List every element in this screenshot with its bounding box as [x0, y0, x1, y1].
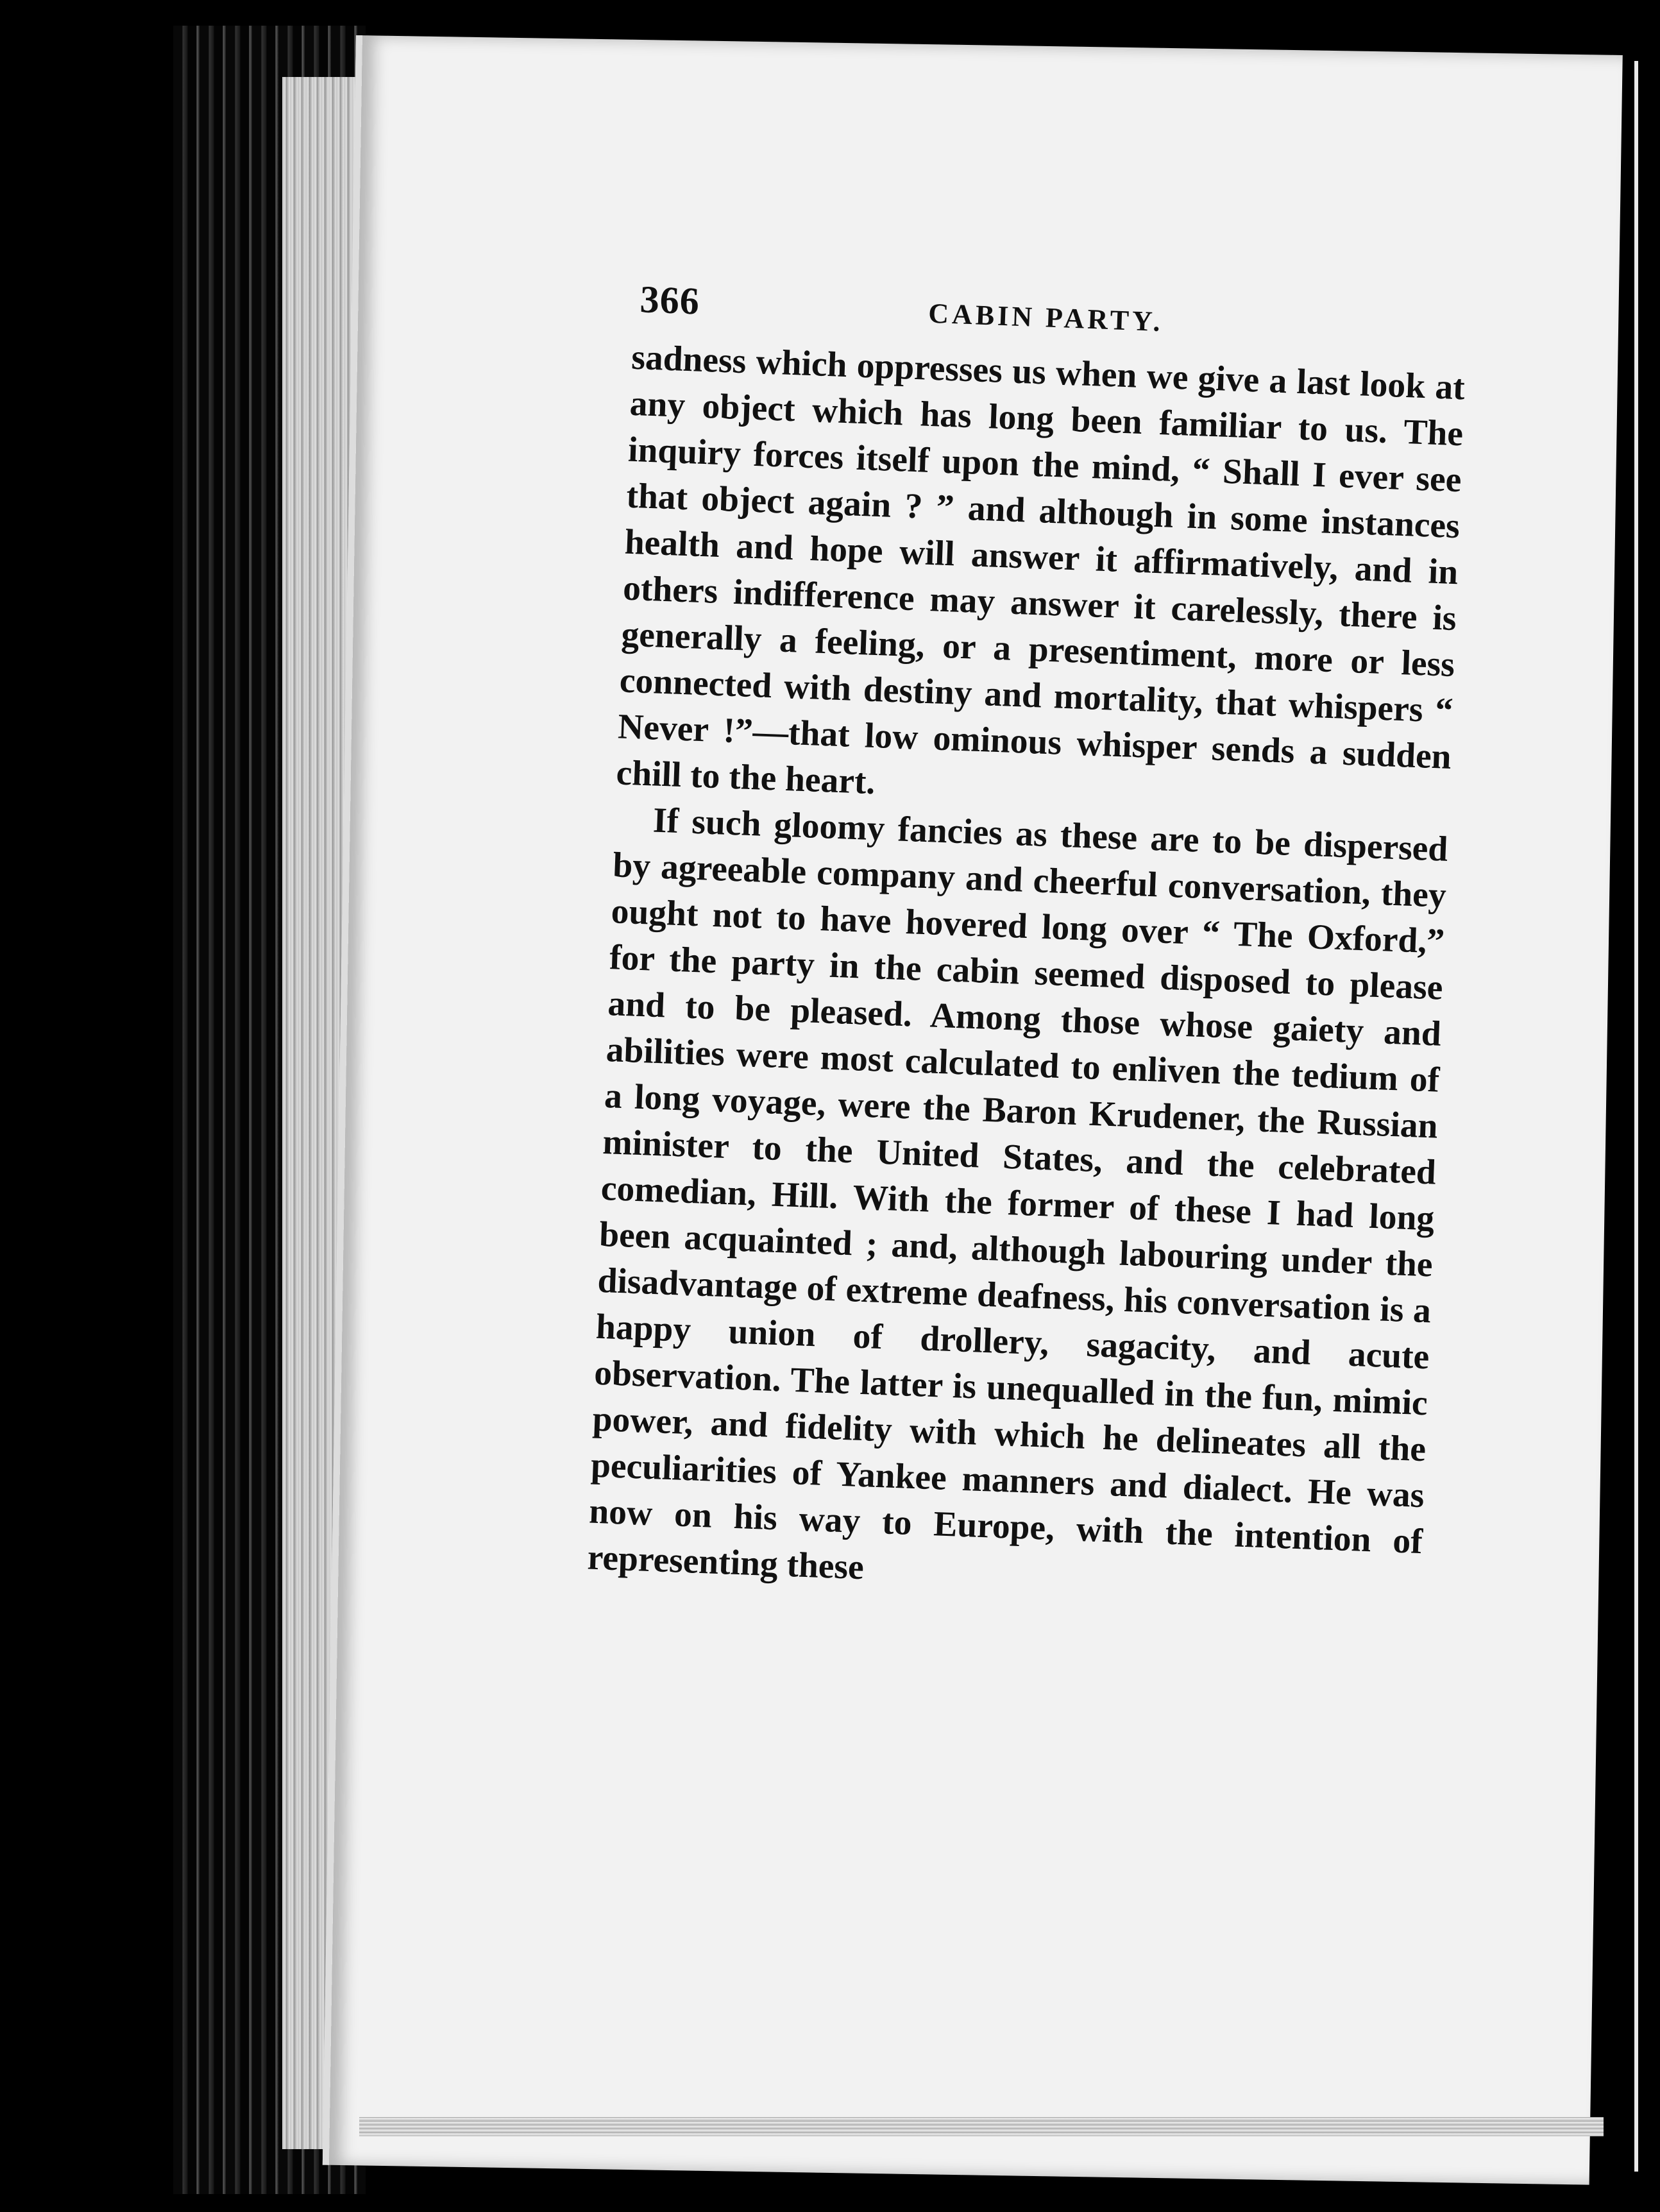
page-number: 366 — [639, 278, 701, 323]
page-content — [587, 277, 1468, 1612]
running-title: CABIN PARTY. — [927, 297, 1164, 338]
page-bottom-edge — [359, 2117, 1604, 2136]
scan-frame-right — [1634, 61, 1660, 2172]
paragraph-cabin-party: If such gloomy fancies as these are to be dispersed by agreeable company and cheerful conversation, they ought not to have hovered long over “ The Oxford,” for the party in the cabin seemed disposed to please and to be pleased. Among those whose gaiety and abilities were most calculated to enliven the tedium of a long voyage, were the Baron Krudener, the Russian minister to the United States, and the celebrated comedian, Hill. With the former of these I had long been acquainted ; and, although labouring under the disadvantage of extreme deafness, his conversation is a happy union of drollery, sagacity, and acute observation. The latter is unequalled in the fun, mimic power, and fidelity with which he delineates all the peculiarities of Yankee manners and dialect. He was now on his way to Europe, with the intention of representing these — [586, 801, 1449, 1588]
book-page — [323, 35, 1623, 2185]
paragraph-continued: sadness which oppresses us when we give a last look at any object which has long been familiar to us. The inquiry forces itself upon the mind, “ Shall I ever see that object again ? ” and although in some instances health and hope will answer it affirmatively, and in others indifference may answer it carelessly, there is generally a feeling, or a presentiment, more or less connected with destiny and mortality, that whispers “ Never !”—that low ominous whisper sends a sudden chill to the heart. — [615, 337, 1466, 803]
